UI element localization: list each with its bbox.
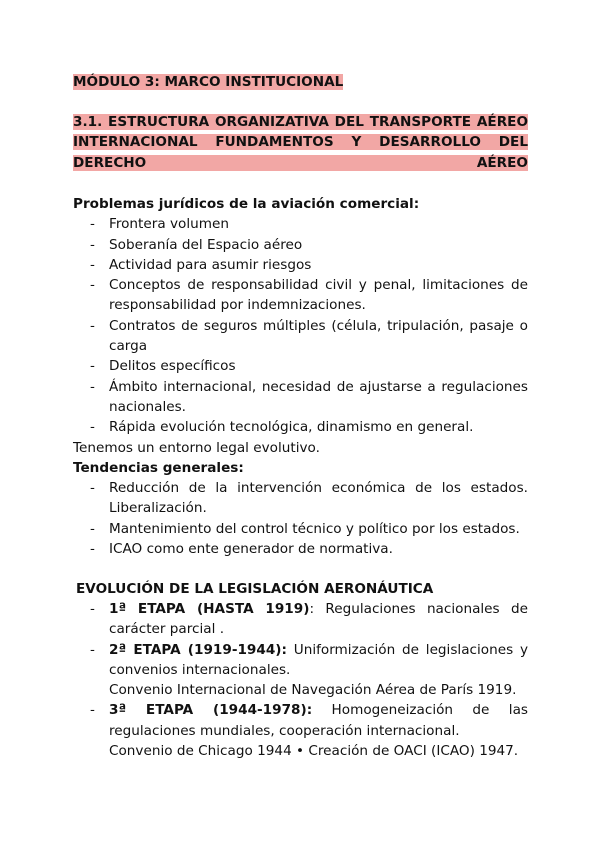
- list-item: [73, 478, 528, 519]
- module-title: MÓDULO 3: MARCO INSTITUCIONAL: [73, 74, 344, 90]
- stage-label: 3ª ETAPA (1944-1978):: [109, 702, 313, 719]
- dash-bullet: -: [90, 419, 95, 436]
- dash-bullet: -: [90, 277, 95, 294]
- list-item-text: Frontera volumen: [109, 216, 229, 233]
- dash-bullet: -: [90, 358, 95, 375]
- module-title-block: [73, 72, 528, 92]
- stage-text: [109, 640, 528, 681]
- stage-description: : Regulaciones nacionales de carácter parcial .: [109, 601, 528, 638]
- list-item-text: Contratos de seguros múltiples (célula, tripulación, pasaje o carga: [109, 317, 528, 355]
- stage-label: 1ª ETAPA (HASTA 1919): [109, 601, 310, 617]
- list-item: [73, 316, 528, 357]
- stage-label: 2ª ETAPA (1919-1944):: [109, 641, 287, 658]
- dash-bullet: -: [90, 641, 95, 658]
- stage-description: Homogeneización de las regulaciones mundiales, cooperación internacional.: [109, 702, 528, 739]
- dash-bullet: -: [90, 317, 95, 334]
- dash-bullet: -: [90, 520, 95, 537]
- section-title-block: [73, 112, 528, 173]
- dash-bullet: -: [90, 480, 95, 497]
- problems-heading: Problemas jurídicos de la aviación comercial:: [73, 196, 420, 212]
- dash-bullet: -: [90, 702, 95, 719]
- trends-heading: Tendencias generales:: [73, 459, 244, 476]
- dash-bullet: -: [90, 541, 95, 558]
- list-item: [73, 539, 528, 559]
- list-item-text: Mantenimiento del control técnico y político por los estados.: [109, 520, 520, 537]
- list-item-text: Conceptos de responsabilidad civil y penal, limitaciones de responsabilidad por indemnizaciones.: [109, 277, 528, 314]
- dash-bullet: -: [90, 601, 95, 617]
- environment-text: Tenemos un entorno legal evolutivo.: [73, 439, 320, 456]
- list-item: [73, 356, 528, 376]
- evolution-heading: EVOLUCIÓN DE LA LEGISLACIÓN AERONÁUTICA: [76, 581, 434, 597]
- list-item-text: Soberanía del Espacio aéreo: [109, 236, 303, 253]
- list-item-text: Ámbito internacional, necesidad de ajustarse a regulaciones nacionales.: [109, 378, 528, 415]
- stage-text: [109, 599, 528, 640]
- stage-item: [73, 700, 528, 761]
- list-item: [73, 255, 528, 275]
- stage-note: Convenio de Chicago 1944 • Creación de OACI (ICAO) 1947.: [109, 743, 519, 760]
- list-item-text: Actividad para asumir riesgos: [109, 256, 312, 273]
- list-item: [73, 214, 528, 234]
- dash-bullet: -: [90, 256, 95, 273]
- dash-bullet: -: [90, 378, 95, 395]
- trends-list: [73, 478, 528, 559]
- list-item-text: Delitos específicos: [109, 358, 236, 375]
- evolution-section: [76, 579, 528, 599]
- list-item: [73, 417, 528, 437]
- list-item-text: Reducción de la intervención económica de los estados. Liberalización.: [109, 480, 528, 517]
- dash-bullet: -: [90, 216, 95, 233]
- list-item: [73, 519, 528, 539]
- problems-section: [73, 194, 528, 559]
- stages-list: [73, 599, 528, 761]
- stage-description: Uniformización de legislaciones y convenios internacionales.: [109, 641, 528, 678]
- dash-bullet: -: [90, 236, 95, 253]
- list-item-text: Rápida evolución tecnológica, dinamismo en general.: [109, 419, 474, 436]
- section-title: 3.1. ESTRUCTURA ORGANIZATIVA DEL TRANSPORTE AÉREO INTERNACIONAL FUNDAMENTOS Y DESARROLLO DEL DERECHO AÉREO: [73, 114, 528, 171]
- stage-item: [73, 599, 528, 640]
- problems-list: [73, 214, 528, 437]
- list-item: [73, 377, 528, 418]
- list-item-text: ICAO como ente generador de normativa.: [109, 541, 393, 558]
- list-item: [73, 235, 528, 255]
- evolution-stages: [73, 599, 528, 761]
- stage-item: [73, 640, 528, 701]
- stage-note: Convenio Internacional de Navegación Aérea de París 1919.: [109, 682, 517, 699]
- list-item: [73, 275, 528, 316]
- stage-text: [109, 700, 528, 741]
